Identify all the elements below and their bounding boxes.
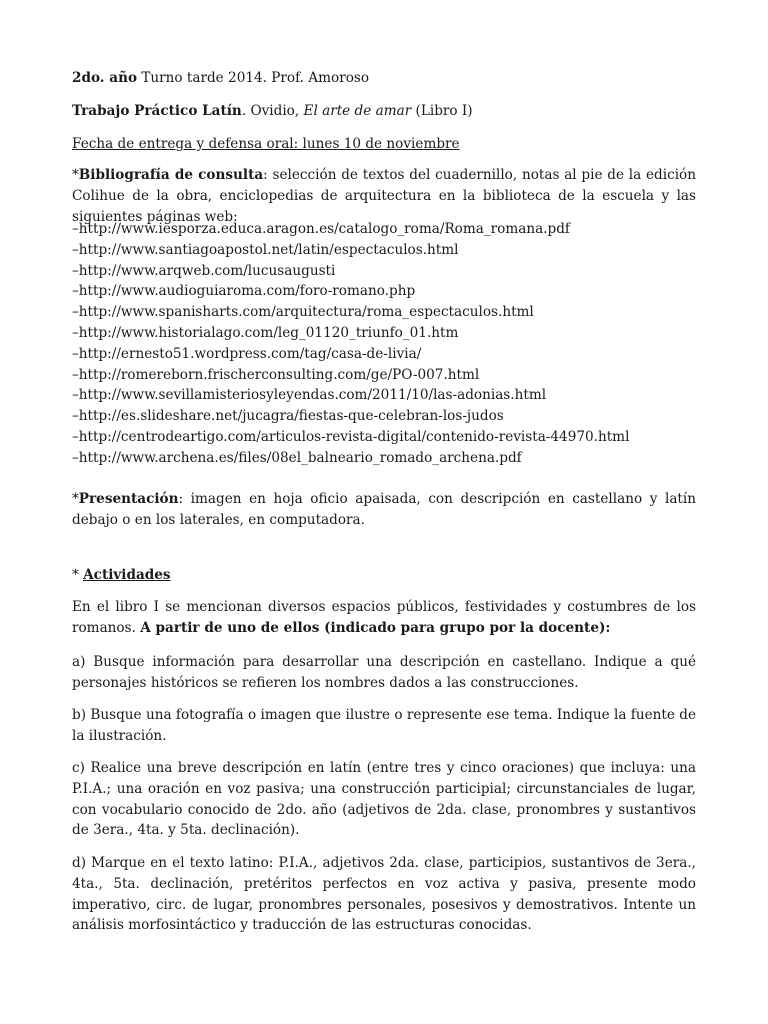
bibliography-asterisk: * [72,167,79,183]
activities-intro [72,597,696,639]
presentation-asterisk: * [72,491,79,507]
course-year: 2do. año [72,70,138,86]
link-item[interactable]: –http://www.iesporza.educa.aragon.es/catalogo_roma/Roma_romana.pdf [72,221,570,237]
presentation-text: : imagen en hoja oficio apaisada, con descripción en castellano y latín debajo o en los laterales, en computadora. [72,491,696,528]
link-list [72,219,696,469]
work-title: El arte de amar [303,103,412,119]
assignment-author: . Ovidio, [241,103,304,119]
presentation-label: Presentación [78,491,179,507]
presentation-paragraph [72,489,696,531]
assignment-title [72,101,696,122]
activities-intro-bold: A partir de uno de ellos (indicado para grupo por la docente): [140,619,611,636]
link-item[interactable]: –http://www.arqweb.com/lucusaugusti [72,262,336,279]
bibliography-text: : selección de textos del cuadernillo, notas al pie de la edición Colihue de la obra, enciclopedias de arquitectura en la biblioteca de la escuela y las siguientes páginas web: [72,167,696,225]
activity-item-b: b) Busque una fotografía o imagen que ilustre o represente ese tema. Indique la fuente de la ilustración. [72,707,696,744]
link-item[interactable]: –http://ernesto51.wordpress.com/tag/casa-de-livia/ [72,345,422,362]
book-number: (Libro I) [411,103,473,119]
link-item[interactable]: –http://www.archena.es/files/08el_balneario_romado_archena.pdf [72,449,522,466]
link-item[interactable]: –http://www.audioguiaroma.com/foro-romano.php [72,283,416,300]
activity-item-a: a) Busque información para desarrollar una descripción en castellano. Indique a qué personajes históricos se refieren los nombres dados a las construcciones. [72,654,696,691]
course-details: Turno tarde 2014. Prof. Amoroso [137,70,370,86]
course-header [72,68,696,89]
activities-title: Actividades [83,567,171,583]
due-date: Fecha de entrega y defensa oral: lunes 10 de noviembre [72,136,460,152]
activities-intro-text: En el libro I se mencionan diversos espacios públicos, festividades y costumbres de los romanos. [72,599,696,636]
link-item[interactable]: –http://www.sevillamisteriosyleyendas.com/2011/10/las-adonias.html [72,387,547,404]
link-item[interactable]: –http://www.historialago.com/leg_01120_triunfo_01.htm [72,324,459,341]
activities-heading [72,565,696,586]
link-item[interactable]: –http://www.spanisharts.com/arquitectura/roma_espectaculos.html [72,304,534,321]
activity-item-d: d) Marque en el texto latino: P.I.A., adjetivos 2da. clase, participios, sustantivos de 3era., 4ta., 5ta. declinación, pretéritos perfectos en voz activa y pasiva, presente modo imperativo, circ. de lugar, pronombres personales, posesivos y demostrativos. Intente un análisis morfosintáctico y traducción de las estructuras conocidas. [72,855,696,934]
link-item[interactable]: –http://centrodeartigo.com/articulos-revista-digital/contenido-revista-44970.html [72,428,630,445]
link-item[interactable]: –http://romereborn.frischerconsulting.com/ge/PO-007.html [72,366,480,383]
activities-asterisk: * [72,567,84,583]
assignment-title-bold: Trabajo Práctico Latín [72,103,242,119]
link-item[interactable]: –http://es.slideshare.net/jucagra/fiestas-que-celebran-los-judos [72,408,504,425]
bibliography-label: Bibliografía de consulta [78,167,264,183]
activity-item-c: c) Realice una breve descripción en latín (entre tres y cinco oraciones) que incluya: una P.I.A.; una oración en voz pasiva; una construcción participial; circunstanciales de lugar, con vocabulario conocido de 2do. año (adjetivos de 2da. clase, pronombres y sustantivos de 3era., 4ta. y 5ta. declinación). [72,760,696,839]
link-item[interactable]: –http://www.santiagoapostol.net/latin/espectaculos.html [72,241,459,258]
